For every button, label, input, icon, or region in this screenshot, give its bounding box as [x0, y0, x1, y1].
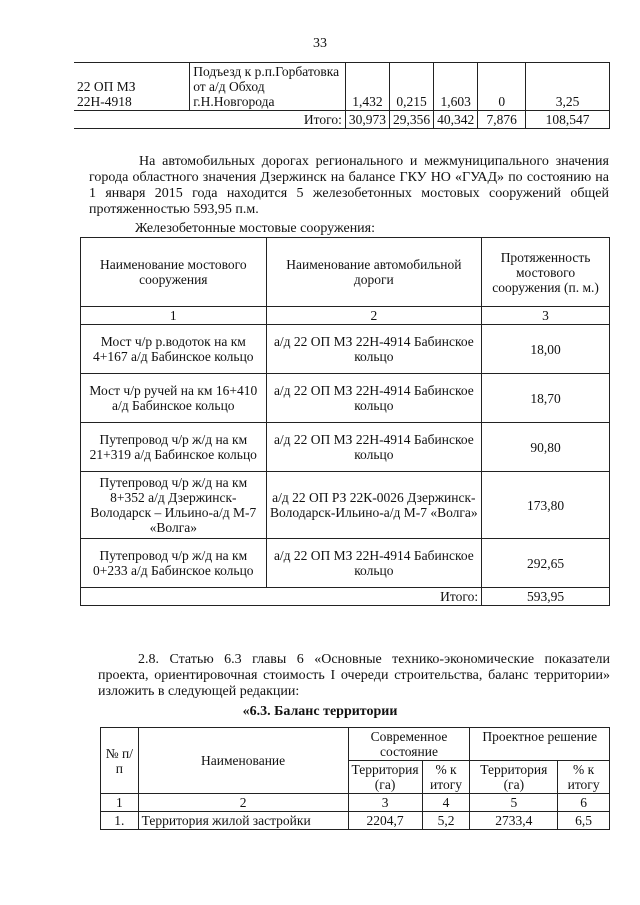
territory-balance-table [100, 727, 610, 830]
table-row [81, 325, 610, 374]
total-value: 593,95 [482, 588, 610, 606]
column-number: 5 [470, 794, 558, 812]
total-label: Итого: [74, 111, 345, 129]
table-row [81, 374, 610, 423]
table-row [81, 423, 610, 472]
total-label: Итого: [81, 588, 482, 606]
value-cell: 0 [478, 63, 526, 111]
column-number: 2 [266, 307, 482, 325]
road-name: а/д 22 ОП МЗ 22Н-4914 Бабинское кольцо [266, 325, 482, 374]
road-name: а/д 22 ОП МЗ 22Н-4914 Бабинское кольцо [266, 374, 482, 423]
paragraph-text: На автомобильных дорогах регионального и межмуниципального значения города областного значения Дзержинск на балансе ГКУ НО «ГУАД» по состоянию на 1 января 2015 года находится 5 железобетонных мостовых сооружений общей протяженностью 593,95 п.м. [89, 154, 609, 217]
column-numbers-row [81, 307, 610, 325]
total-value: 30,973 [345, 111, 389, 129]
bridge-name: Путепровод ч/р ж/д на км 21+319 а/д Бабинское кольцо [81, 423, 267, 472]
total-value: 29,356 [389, 111, 433, 129]
bridge-name: Путепровод ч/р ж/д на км 0+233 а/д Бабинское кольцо [81, 539, 267, 588]
value-cell: 0,215 [389, 63, 433, 111]
column-number: 1 [101, 794, 139, 812]
territory-project: 2733,4 [470, 812, 558, 830]
column-number: 2 [138, 794, 348, 812]
bridge-name: Путепровод ч/р ж/д на км 8+352 а/д Дзержинск-Володарск – Ильино-а/д М-7 «Волга» [81, 472, 267, 539]
page-number: 33 [313, 36, 327, 51]
column-number: 3 [348, 794, 422, 812]
bridges-table [80, 237, 610, 606]
total-value: 7,876 [478, 111, 526, 129]
value-cell: 1,603 [434, 63, 478, 111]
header-name: Наименование [138, 728, 348, 794]
header-row [101, 728, 610, 761]
pct-current: 5,2 [422, 812, 470, 830]
column-number: 4 [422, 794, 470, 812]
roads-table [74, 62, 610, 129]
table-row [74, 63, 610, 111]
header-length: Протяженность мостового сооружения (п. м.) [482, 238, 610, 307]
total-row [81, 588, 610, 606]
total-value: 40,342 [434, 111, 478, 129]
pct-project: 6,5 [558, 812, 610, 830]
column-number: 3 [482, 307, 610, 325]
bridge-length: 18,70 [482, 374, 610, 423]
bridge-length: 90,80 [482, 423, 610, 472]
column-number: 1 [81, 307, 267, 325]
road-name: а/д 22 ОП МЗ 22Н-4914 Бабинское кольцо [266, 423, 482, 472]
header-road: Наименование автомобильной дороги [266, 238, 482, 307]
road-name: а/д 22 ОП РЗ 22К-0026 Дзержинск-Володарск-Ильино-а/д М-7 «Волга» [266, 472, 482, 539]
total-value: 108,547 [526, 111, 610, 129]
column-number: 6 [558, 794, 610, 812]
table-caption: Железобетонные мостовые сооружения: [135, 221, 376, 236]
bridge-name: Мост ч/р ручей на км 16+410 а/д Бабинское кольцо [81, 374, 267, 423]
road-name: Подъезд к р.п.Горбатовка от а/д Обход г.Н.Новгорода [190, 63, 346, 111]
header-row [81, 238, 610, 307]
header-territory-project: Территория (га) [470, 761, 558, 794]
table-row [81, 472, 610, 539]
header-num: № п/п [101, 728, 139, 794]
road-name: а/д 22 ОП МЗ 22Н-4914 Бабинское кольцо [266, 539, 482, 588]
header-pct-project: % к итогу [558, 761, 610, 794]
header-bridge: Наименование мостового сооружения [81, 238, 267, 307]
bridge-length: 173,80 [482, 472, 610, 539]
table-row [81, 539, 610, 588]
value-cell: 3,25 [526, 63, 610, 111]
territory-current: 2204,7 [348, 812, 422, 830]
total-row [74, 111, 610, 129]
value-cell: 1,432 [345, 63, 389, 111]
table-row [101, 812, 610, 830]
road-code: 22 ОП МЗ 22Н-4918 [74, 63, 190, 111]
bridge-name: Мост ч/р р.водоток на км 4+167 а/д Бабинское кольцо [81, 325, 267, 374]
bridge-length: 18,00 [482, 325, 610, 374]
bridge-length: 292,65 [482, 539, 610, 588]
header-project: Проектное решение [470, 728, 610, 761]
section-heading: «6.3. Баланс территории [242, 704, 398, 719]
row-name: Территория жилой застройки [138, 812, 348, 830]
header-pct-current: % к итогу [422, 761, 470, 794]
row-number: 1. [101, 812, 139, 830]
header-current: Современное состояние [348, 728, 470, 761]
paragraph-amendment: 2.8. Статью 6.3 главы 6 «Основные технико-экономические показатели проекта, ориентировочная стоимость I очереди строительства, баланс территории» изложить в следующей редакции: [98, 652, 610, 699]
column-numbers-row [101, 794, 610, 812]
paragraph-bridges [89, 154, 609, 218]
header-territory-current: Территория (га) [348, 761, 422, 794]
